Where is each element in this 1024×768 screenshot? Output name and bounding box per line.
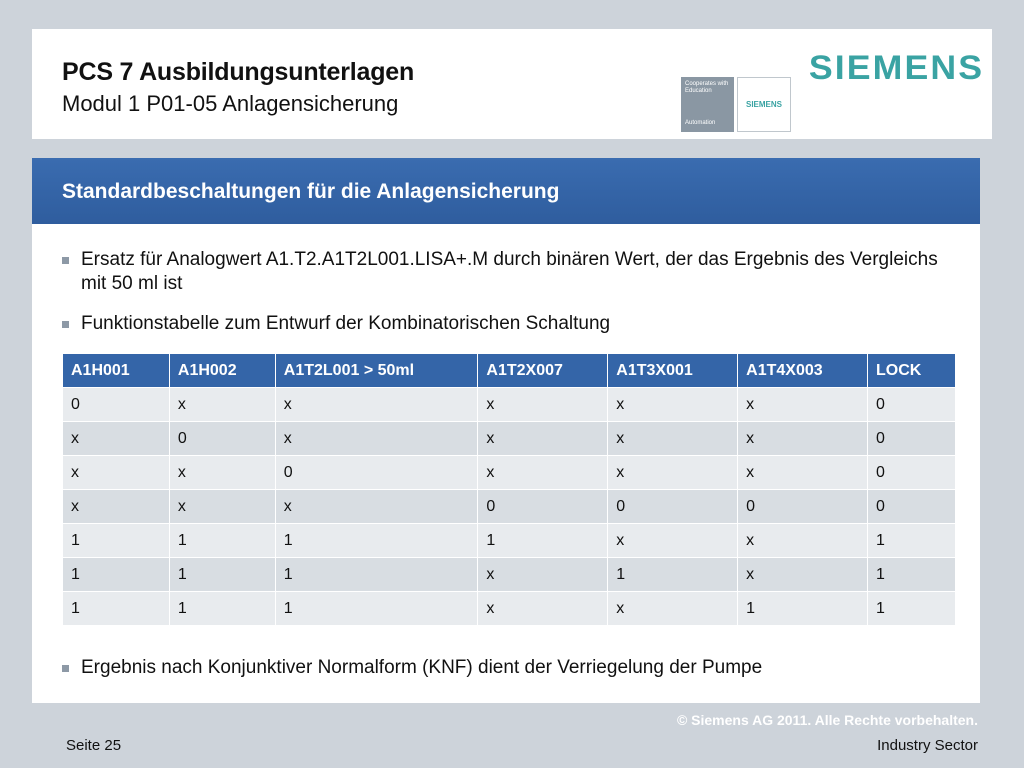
table-header-row: [63, 354, 956, 388]
table-cell: x: [608, 456, 738, 490]
section-title: Standardbeschaltungen für die Anlagensicherung: [62, 180, 560, 203]
bullet-item-3: [62, 656, 962, 680]
table-cell: x: [608, 388, 738, 422]
education-badge: [681, 77, 791, 132]
table-row: [63, 456, 956, 490]
bullet-square-icon: [62, 321, 69, 328]
table-cell: x: [738, 422, 868, 456]
badge-left-bottom-text: Automation: [685, 120, 716, 126]
bullet-item-2: [62, 312, 962, 336]
table-cell: 1: [738, 592, 868, 626]
table-cell: x: [63, 456, 170, 490]
table-cell: x: [608, 524, 738, 558]
table-cell: 1: [63, 524, 170, 558]
table-cell: 1: [169, 592, 275, 626]
table-cell: 1: [63, 558, 170, 592]
column-header: A1T4X003: [738, 354, 868, 388]
bullet-square-icon: [62, 257, 69, 264]
bullet-text: Ersatz für Analogwert A1.T2.A1T2L001.LISA+.M durch binären Wert, der das Ergebnis des Vergleichs mit 50 ml ist: [81, 249, 938, 294]
table-cell: 0: [608, 490, 738, 524]
table-cell: x: [738, 456, 868, 490]
sector-label: Industry Sector: [877, 737, 978, 754]
table-cell: 0: [275, 456, 478, 490]
page-number: Seite 25: [66, 737, 122, 754]
table-cell: x: [608, 422, 738, 456]
column-header: A1T3X001: [608, 354, 738, 388]
slide-body: [32, 158, 980, 703]
table-cell: 0: [738, 490, 868, 524]
table-row: [63, 592, 956, 626]
table-cell: x: [478, 456, 608, 490]
table-row: [63, 388, 956, 422]
slide-header: [32, 29, 992, 139]
table-cell: x: [738, 558, 868, 592]
table-cell: 1: [63, 592, 170, 626]
bullet-item-1: [62, 248, 962, 296]
table-row: [63, 422, 956, 456]
table-cell: 1: [169, 524, 275, 558]
table-cell: x: [63, 490, 170, 524]
table-cell: 0: [868, 388, 956, 422]
table-cell: x: [738, 388, 868, 422]
badge-left-text: Cooperates with Education: [685, 81, 729, 94]
bullet-square-icon: [62, 665, 69, 672]
table-cell: x: [738, 524, 868, 558]
table-cell: x: [478, 558, 608, 592]
table-cell: 1: [868, 524, 956, 558]
table-cell: 0: [478, 490, 608, 524]
table-cell: x: [275, 490, 478, 524]
slide-subtitle: Modul 1 P01-05 Anlagensicherung: [62, 91, 399, 116]
function-table: [62, 353, 956, 626]
badge-right-logo: SIEMENS: [737, 77, 791, 132]
table-cell: 1: [275, 524, 478, 558]
table-cell: 1: [608, 558, 738, 592]
table-cell: x: [63, 422, 170, 456]
column-header: A1T2X007: [478, 354, 608, 388]
table-row: [63, 524, 956, 558]
table-cell: x: [608, 592, 738, 626]
table-cell: 0: [169, 422, 275, 456]
section-banner: [32, 158, 980, 224]
column-header: A1H002: [169, 354, 275, 388]
table-cell: 0: [868, 456, 956, 490]
table-cell: x: [478, 592, 608, 626]
bullet-text: Funktionstabelle zum Entwurf der Kombinatorischen Schaltung: [81, 313, 611, 334]
table-cell: 0: [868, 490, 956, 524]
table-cell: x: [275, 422, 478, 456]
table-cell: 1: [868, 558, 956, 592]
bullet-text: Ergebnis nach Konjunktiver Normalform (KNF) dient der Verriegelung der Pumpe: [81, 657, 763, 678]
table-cell: 1: [478, 524, 608, 558]
column-header: LOCK: [868, 354, 956, 388]
slide-title: PCS 7 Ausbildungsunterlagen: [62, 58, 415, 86]
education-badge-left: [681, 77, 734, 132]
column-header: A1H001: [63, 354, 170, 388]
table-cell: x: [169, 490, 275, 524]
table-cell: 1: [275, 592, 478, 626]
table-cell: 1: [275, 558, 478, 592]
table-cell: x: [275, 388, 478, 422]
copyright-notice: © Siemens AG 2011. Alle Rechte vorbehalten.: [676, 712, 978, 728]
table-cell: x: [478, 422, 608, 456]
table-cell: 0: [868, 422, 956, 456]
siemens-logo: SIEMENS: [808, 49, 985, 87]
table-cell: 1: [169, 558, 275, 592]
table-row: [63, 490, 956, 524]
table-cell: x: [478, 388, 608, 422]
table-cell: x: [169, 388, 275, 422]
table-row: [63, 558, 956, 592]
column-header: A1T2L001 > 50ml: [275, 354, 478, 388]
table-cell: 1: [868, 592, 956, 626]
table-cell: 0: [63, 388, 170, 422]
table-cell: x: [169, 456, 275, 490]
